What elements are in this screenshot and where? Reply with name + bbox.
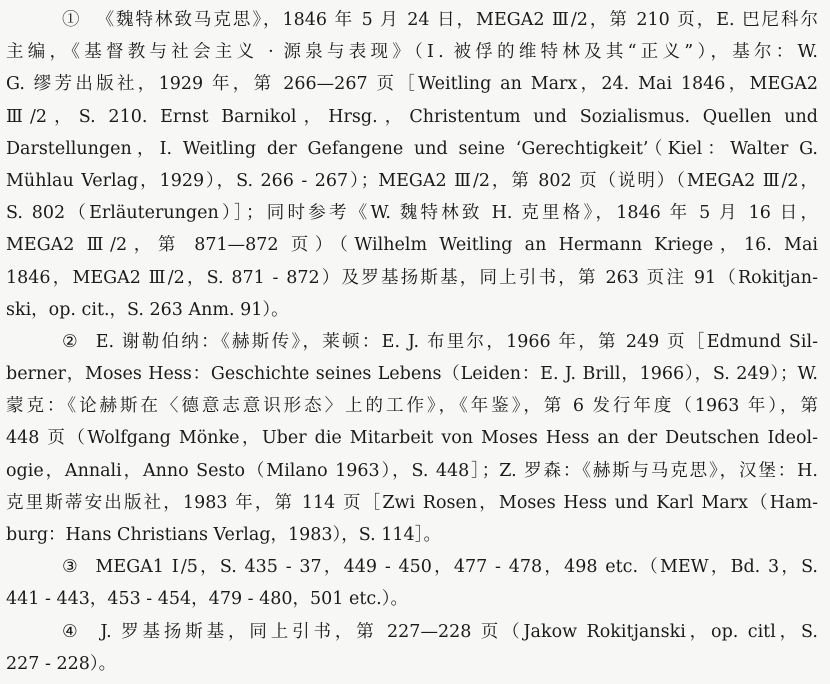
footnote-3: [6, 551, 818, 615]
footnote-line: 227 - 228）。: [6, 653, 117, 674]
footnote-marker: ③: [62, 557, 80, 578]
footnote-marker: ④: [62, 621, 82, 642]
footnote-line: ogie，Annali，Anno Sesto（Milano 1963），S. 448］；Z. 罗森：《赫斯与马克思》，汉堡：H.: [6, 460, 818, 481]
footnote-2: [6, 326, 818, 551]
footnote-line: Mühlau Verlag，1929），S. 266 - 267）；MEGA2 Ⅲ/2，第 802 页（说明）（MEGA2 Ⅲ/2，: [6, 170, 818, 191]
footnote-line: 主编，《基督教与社会主义 · 源泉与表现》（Ⅰ. 被俘的维特林及其“正义”），基尔：W.: [6, 42, 818, 63]
footnote-line: Ⅲ/2，S. 210. Ernst Barnikol，Hrsg.，Christentum und Sozialismus. Quellen und: [6, 106, 818, 127]
footnote-line: [6, 326, 818, 358]
footnote-line: S. 802（Erläuterungen）］；同时参考《W. 魏特林致 H. 克里格》，1846 年 5 月 16 日，: [6, 203, 818, 224]
footnote-line: MEGA2 Ⅲ/2，第 871—872 页）（Wilhelm Weitling an Hermann Kriege，16. Mai: [6, 235, 818, 256]
footnote-text: E. 谢勒伯纳：《赫斯传》，莱顿：E. J. 布里尔，1966 年，第 249 页［Edmund Sil-: [95, 331, 818, 352]
footnote-line: 1846，MEGA2 Ⅲ/2，S. 871 - 872）及罗基扬斯基，同上引书，第 263 页注 91（Rokitjan-: [6, 267, 818, 288]
footnote-text: MEGA1 Ⅰ/5，S. 435 - 37，449 - 450，477 - 478，498 etc.（MEW，Bd. 3，S.: [95, 557, 818, 578]
footnote-4: [6, 616, 818, 680]
footnote-line: G. 缪芳出版社，1929 年，第 266—267 页［Weitling an Marx，24. Mai 1846，MEGA2: [6, 74, 818, 95]
footnote-marker: ②: [62, 331, 80, 352]
footnote-line: ski，op. cit.，S. 263 Anm. 91）。: [6, 299, 289, 320]
footnote-marker: ①: [62, 10, 82, 30]
footnote-line: 441 - 443，453 - 454，479 - 480，501 etc.）。: [6, 589, 408, 610]
footnote-line: 448 页（Wolfgang Mönke，Uber die Mitarbeit von Moses Hess an der Deutschen Ideol-: [6, 428, 818, 449]
footnote-line: burg：Hans Christians Verlag，1983），S. 114］。: [6, 525, 441, 545]
footnote-line: 蒙克：《论赫斯在〈德意志意识形态〉上的工作》，《年鉴》，第 6 发行年度（1963 年），第: [6, 396, 818, 417]
footnote-text: J. 罗基扬斯基，同上引书，第 227—228 页（Jakow Rokitjanski，op. citl，S.: [100, 621, 818, 642]
footnote-line: 克里斯蒂安出版社，1983 年，第 114 页［Zwi Rosen，Moses Hess und Karl Marx（Ham-: [6, 492, 818, 513]
footnote-line: [6, 551, 818, 583]
footnote-page: [6, 4, 818, 680]
footnote-line: berner，Moses Hess：Geschichte seines Lebens（Leiden：E. J. Brill，1966），S. 249）；W.: [6, 364, 818, 385]
footnote-line: [6, 4, 818, 36]
footnote-text: 《魏特林致马克思》，1846 年 5 月 24 日，MEGA2 Ⅲ/2，第 210 页，E. 巴尼科尔: [96, 10, 818, 30]
footnote-line: [6, 616, 818, 648]
footnote-1: [6, 4, 818, 326]
footnote-line: Darstellungen，I. Weitling der Gefangene und seine ‘Gerechtigkeit’（Kiel：Walter G.: [6, 138, 818, 159]
